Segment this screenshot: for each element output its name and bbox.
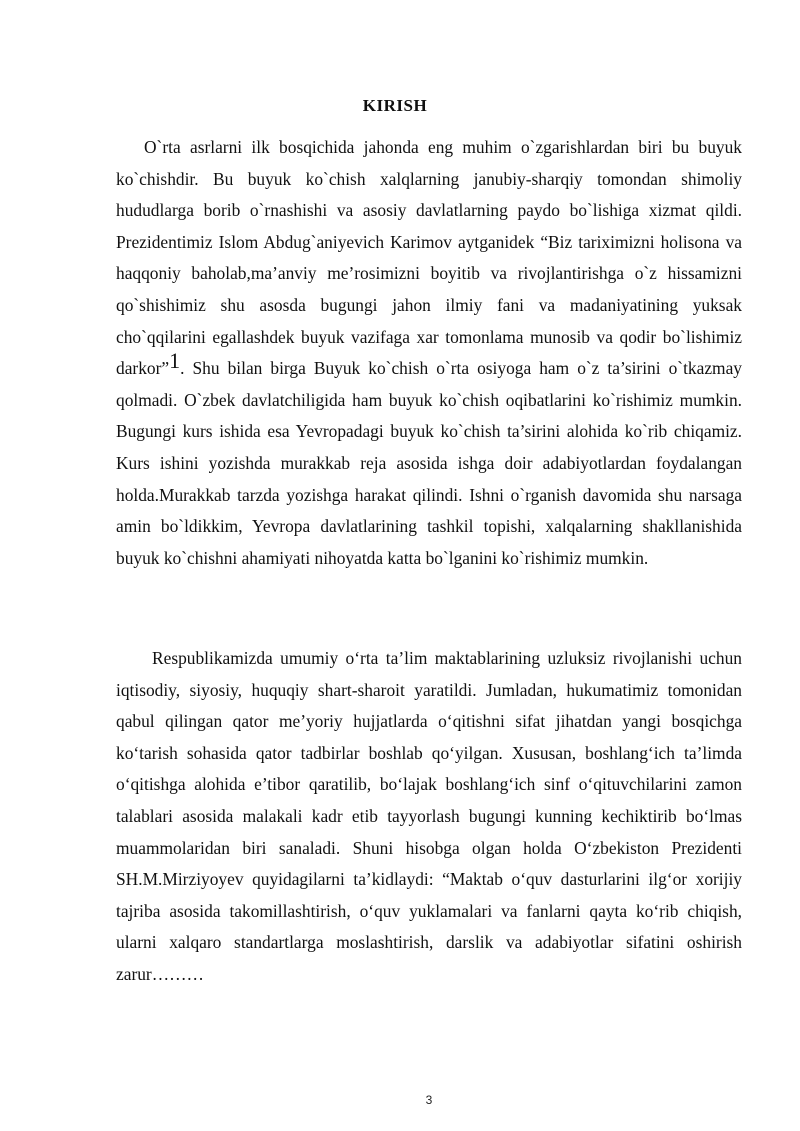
intro-paragraph bbox=[116, 132, 742, 574]
page-number: 3 bbox=[425, 1093, 433, 1107]
second-paragraph: Respublikamizda umumiy o‘rta ta’lim maktablarining uzluksiz rivojlanishi uchun iqtisodiy, siyosiy, huquqiy shart-sharoit yaratildi. Jumladan, hukumatimiz tomonidan qabul qilingan qator me’yoriy hujjatlarda o‘qitishni sifat jihatdan yangi bosqichga ko‘tarish sohasida qator tadbirlar boshlab qo‘yilgan. Xususan, boshlang‘ich ta’limda o‘qitishga alohida e’tibor qaratilib, bo‘lajak boshlang‘ich sinf o‘qituvchilarini zamon talablari asosida malakali kadr etib tayyorlash bugungi kunning kechiktirib bo‘lmas muammolaridan biri sanaladi. Shuni hisobga olgan holda O‘zbekiston Prezidenti SH.M.Mirziyoyev quyidagilarni ta’kidlaydi: “Maktab o‘quv dasturlarini ilg‘or xorijiy tajriba asosida takomillashtirish, o‘quv yuklamalari va fanlarni qayta ko‘rib chiqish, ularni xalqaro standartlarga moslashtirish, darslik va adabiyotlar sifatini oshirish zarur……… bbox=[116, 648, 742, 984]
footnote-mark[interactable]: 1 bbox=[169, 348, 181, 374]
page-title: KIRISH bbox=[362, 96, 428, 115]
intro-paragraph-text: O`rta asrlarni ilk bosqichida jahonda eng muhim o`zgarishlardan biri bu buyuk ko`chishdir. Bu buyuk ko`chish xalqlarning janubiy-sharqiy tomondan shimoliy hududlarga borib o`rnashishi va asosiy davlatlarning paydo bo`lishiga xizmat qildi. Prezidentimiz Islom Abdug`aniyevich Karimov aytganidek “Biz tariximizni holisona va haqqoniy baholab,ma’anviy me’rosimizni boyitib va rivojlantirishga o`z hissamizni qo`shishimiz shu asosda bugungi jahon ilmiy fani va madaniyatining yuksak cho`qqilarini egallashdek buyuk vazifaga xar tomonlama munosib va qodir bo`lishimiz darkor” bbox=[116, 137, 742, 379]
intro-paragraph-continuation: . Shu bilan birga Buyuk ko`chish o`rta osiyoga ham o`z ta’sirini o`tkazmay qolmadi. O`zbek davlatchiligida ham buyuk ko`chish oqibatlarini ko`rishimiz mumkin. Bugungi kurs ishida esa Yevropadagi buyuk ko`chish ta’sirini alohida ko`rib chiqamiz. Kurs ishini yozishda murakkab reja asosida ishga doir adabiyotlardan foydalangan holda.Murakkab tarzda yozishga harakat qilindi. Ishni o`rganish davomida shu narsaga amin bo`ldikkim, Yevropa davlatlarining tashkil topishi, xalqalarning shakllanishida buyuk ko`chishni ahamiyati nihoyatda katta bo`lganini ko`rishimiz mumkin. bbox=[116, 358, 742, 568]
